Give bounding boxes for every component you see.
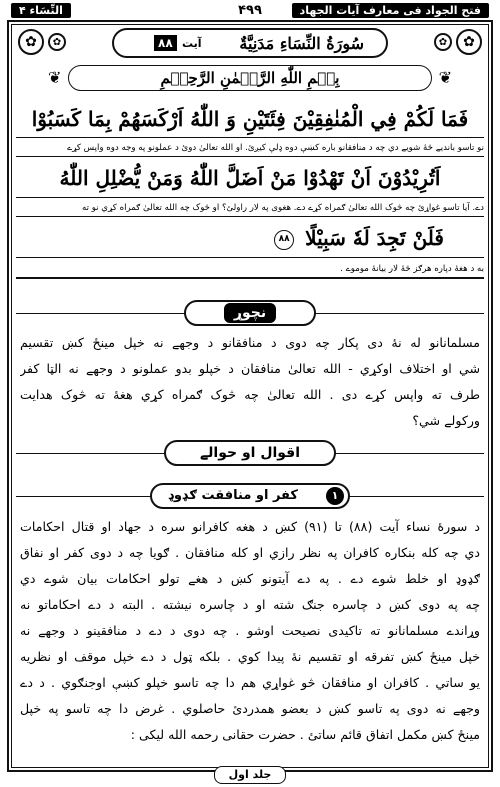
paragraph-line: د سورۀ نساء آيت (۸۸) تا (۹۱) کښ د هغه کافرانو سره د جهاد او قتال احکامات (20, 519, 480, 534)
paragraph-line: مينځ کښ مکمل اتفاق قائم ساتئ . حضرت حقانی رحمه الله ليکی : (130, 727, 480, 742)
translation-line-1: نو تاسو بانديے څۀ شويے دي چه د منافقانو باره کښې دوه ډلې کيږئ. او الله تعالیٰ دوئ د عملونو په وجه دوه واپس کړے (16, 139, 484, 157)
section-heading-aqwal: اقوال او حوالے (164, 440, 336, 466)
bismillah: بِسۡمِ اللّٰهِ الرَّحۡمٰنِ الرَّحِيۡمِ (68, 65, 432, 91)
paragraph-line: مسلمانانو له نۀ دی پکار چه دوی د منافقانو د وجهے نه خپل مينځ کښ تقسيم (20, 335, 480, 350)
paragraph-line: طرف ته واپس کړے دی . الله تعالیٰ چه څوک ګمراه کړي هغۀ ته څوک هدايت (20, 387, 480, 402)
ayah-number: ۸۸ (154, 35, 177, 51)
surah-name: سُورَةُ النِّسَاءِ مَدَنِيَّةٌ (239, 34, 364, 53)
translation-line-2: دے. آيا تاسو غواړئ چه څوک الله تعالیٰ ګمراه کړے دے. هغوی په لار راولئ؟ او څوک چه الله تعالیٰ ګمراه کړي نو ته (16, 199, 484, 217)
paragraph-line: وړاندے مسلمانانو ته تاکيدی نصيحت اوشو . چه دوی د دے د منافقينو د وجهے نه (20, 623, 480, 638)
paragraph-line: ورکولے شي؟ (412, 413, 480, 428)
volume-footer: جلد اول (214, 766, 286, 784)
section-heading-kafir (150, 483, 350, 509)
ornament-icon: ❦ (48, 68, 62, 87)
page-number: ۴۹۹ (238, 3, 262, 18)
verse-line-3-text: فَلَنْ تَجِدَ لَهٗ سَبِيْلًا (305, 226, 444, 250)
translation-line-3: به د هغۀ دپاره هرګز څۀ لار بيانۀ موموے . (16, 259, 484, 279)
paragraph-line: يو ساتي . کافران او منافقان څو غواړي هم دا چه تاسو خپلو کښې اوجنګوي . د دے (20, 675, 480, 690)
verse-line-2: اَتُرِيْدُوْنَ اَنْ تَهْدُوْا مَنْ اَضَلَّ اللّٰهُ وَمَنْ يُّضْلِلِ اللّٰهُ (16, 158, 484, 198)
book-title: فتح الجواد فی معارف آیات الجهاد (292, 3, 489, 18)
paragraph-line: چه په دوی کښ د چاسره جنګ شته او د چاسره نيشته . البته د دے احکاماتو نه (20, 597, 480, 612)
rosette-icon: ✿ (434, 33, 452, 51)
paragraph-line: خپل مينځ کښ تفرقه او تقسيم نۀ پيدا کوي . بلکه ټول د دے خپل موقف او نظريه (20, 649, 480, 664)
ayah-end-marker: ۸۸ (274, 230, 294, 250)
body-paragraph (20, 514, 480, 748)
ornament-icon: ❦ (438, 68, 452, 87)
ayah-label: آیت (182, 37, 202, 50)
rosette-icon: ✿ (48, 33, 66, 51)
page-header (7, 2, 493, 20)
verse-line-3 (16, 218, 484, 258)
rosette-icon: ✿ (18, 29, 44, 55)
surah-banner (112, 28, 388, 58)
summary-paragraph (20, 330, 480, 434)
paragraph-line: ګډوډ او خلط شوے دے . په دے آيتونو کښ د هغے تولو احکامات بيان شوے دي (20, 571, 480, 586)
section-number: ۱ (326, 487, 344, 505)
rosette-icon: ✿ (456, 29, 482, 55)
surah-tag: النِّسَاء ۴ (11, 3, 71, 18)
paragraph-line: شي او اختلاف اوکړي - الله تعالیٰ منافقان د خپلو بدو عملونو د وجهے نه الټا کفر (20, 361, 480, 376)
section-heading-nichor (184, 300, 316, 326)
section-heading-text: کفر او منافقت ګډوډ (168, 488, 298, 503)
paragraph-line: دي چه کله بنکاره کافران په نظر رازي او کله منافقان . ګويا چه د دوی کفر او نفاق (20, 545, 480, 560)
section-heading-text: نچوړ (224, 303, 276, 323)
paragraph-line: وجهے نه دوی په تاسو کښ د بعضو همدردئ حاصلوي . غرض دا چه تاسو په خپل (20, 701, 480, 716)
verse-line-1: فَمَا لَكُمْ فِي الْمُنٰفِقِيْنَ فِئَتَيْنِ وَ اللّٰهُ اَرْكَسَهُمْ بِمَا كَسَبُوْا (16, 100, 484, 138)
